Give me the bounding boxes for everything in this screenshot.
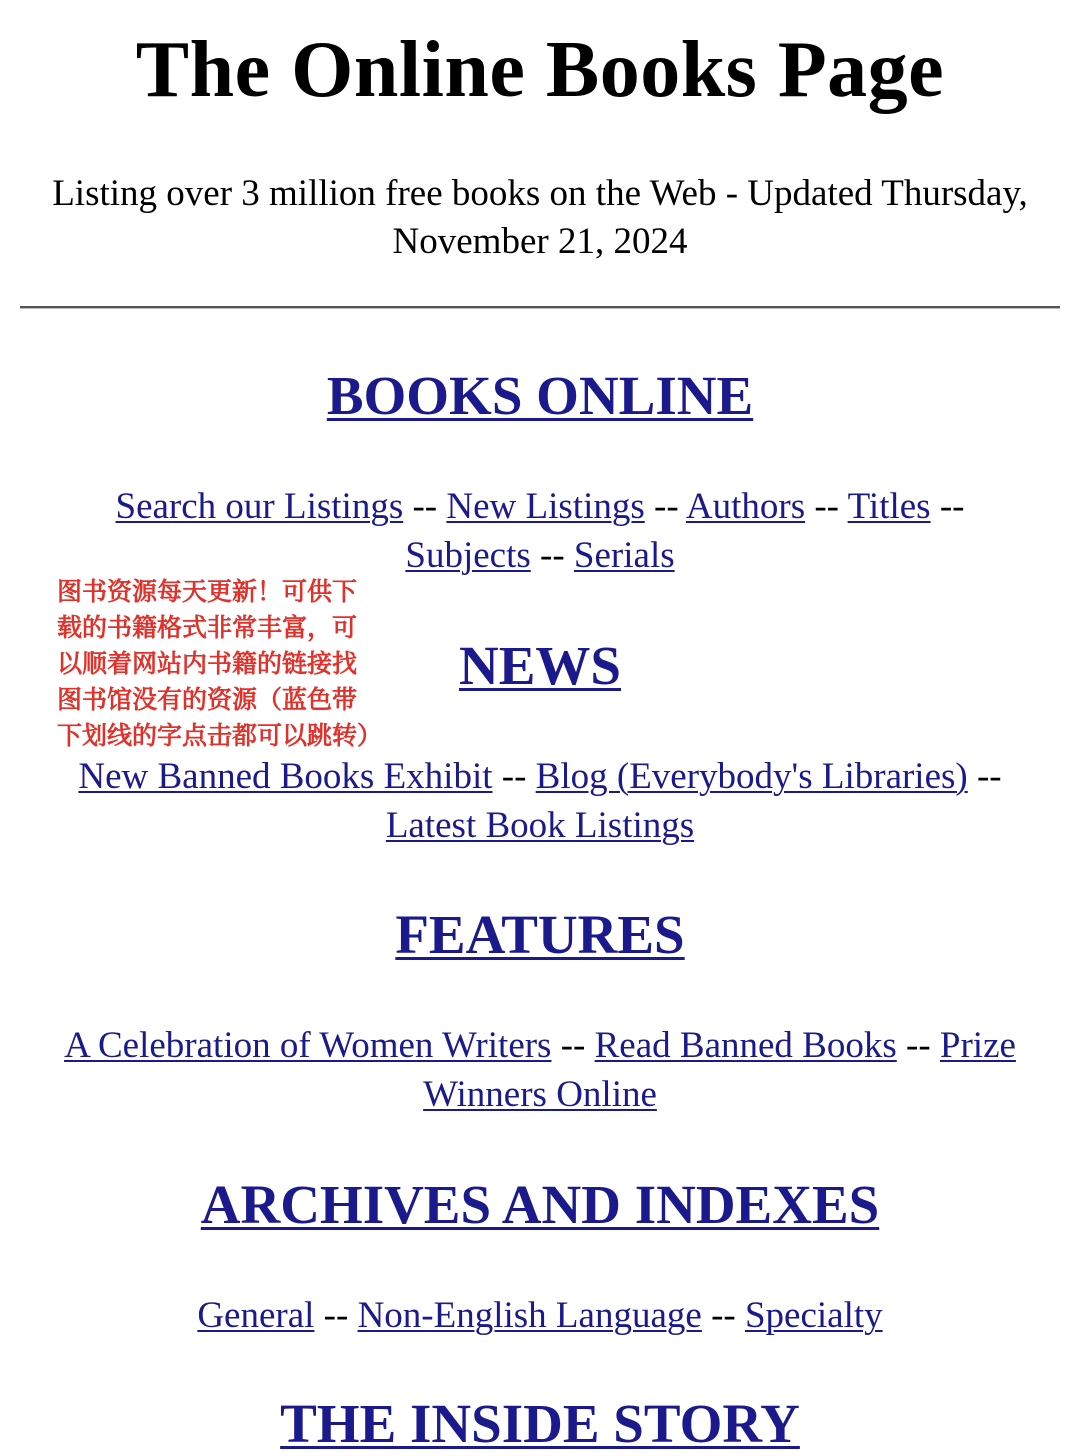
horizontal-divider — [20, 306, 1060, 309]
read-banned-books-link[interactable]: Read Banned Books — [594, 1025, 897, 1066]
annotation-note: 图书资源每天更新！可供下 载的书籍格式非常丰富，可 以顺着网站内书籍的链接找 图书馆没有的资源（蓝色带 下划线的字点击都可以跳转） — [57, 577, 383, 750]
link-separator: -- — [906, 1025, 931, 1066]
features-links — [20, 1021, 1060, 1119]
books-online-links — [20, 482, 1060, 580]
subjects-link[interactable]: Subjects — [405, 535, 531, 576]
archives-links — [20, 1291, 1060, 1340]
link-separator: -- — [711, 1295, 736, 1336]
section-heading-news — [0, 634, 1080, 698]
archives-heading-link[interactable]: ARCHIVES AND INDEXES — [200, 1174, 880, 1235]
blog-link[interactable]: Blog (Everybody's Libraries) — [535, 756, 968, 797]
non-english-language-link[interactable]: Non-English Language — [357, 1295, 702, 1336]
link-separator: -- — [412, 486, 438, 527]
specialty-link[interactable]: Specialty — [744, 1295, 883, 1336]
news-heading-link[interactable]: NEWS — [459, 635, 621, 696]
search-listings-link[interactable]: Search our Listings — [115, 486, 404, 527]
new-listings-link[interactable]: New Listings — [446, 486, 645, 527]
link-separator: -- — [976, 756, 1002, 797]
banned-books-exhibit-link[interactable]: New Banned Books Exhibit — [78, 756, 493, 797]
section-heading-books-online — [0, 364, 1080, 428]
prize-winners-link[interactable]: Prize Winners Online — [423, 1025, 1016, 1115]
link-separator: -- — [501, 756, 527, 797]
page-title: The Online Books Page — [135, 26, 945, 114]
features-heading-link[interactable]: FEATURES — [395, 904, 685, 965]
women-writers-link[interactable]: A Celebration of Women Writers — [64, 1025, 552, 1066]
serials-link[interactable]: Serials — [573, 535, 675, 576]
authors-link[interactable]: Authors — [685, 486, 806, 527]
general-link[interactable]: General — [197, 1295, 315, 1336]
link-separator: -- — [323, 1295, 349, 1336]
link-separator: -- — [814, 486, 840, 527]
inside-story-heading-link[interactable]: THE INSIDE STORY — [280, 1393, 800, 1454]
link-separator: -- — [939, 486, 965, 527]
books-online-heading-link[interactable]: BOOKS ONLINE — [326, 365, 754, 426]
section-heading-inside-story — [0, 1392, 1080, 1456]
link-separator: -- — [540, 535, 565, 576]
link-separator: -- — [654, 486, 679, 527]
link-separator: -- — [560, 1025, 586, 1066]
news-links — [20, 752, 1060, 850]
section-heading-features — [0, 903, 1080, 967]
site-tagline: Listing over 3 million free books on the Web - Updated Thursday, November 21, 2024 — [52, 173, 1028, 262]
section-heading-archives — [0, 1173, 1080, 1237]
titles-link[interactable]: Titles — [847, 486, 931, 527]
latest-book-listings-link[interactable]: Latest Book Listings — [385, 805, 695, 846]
